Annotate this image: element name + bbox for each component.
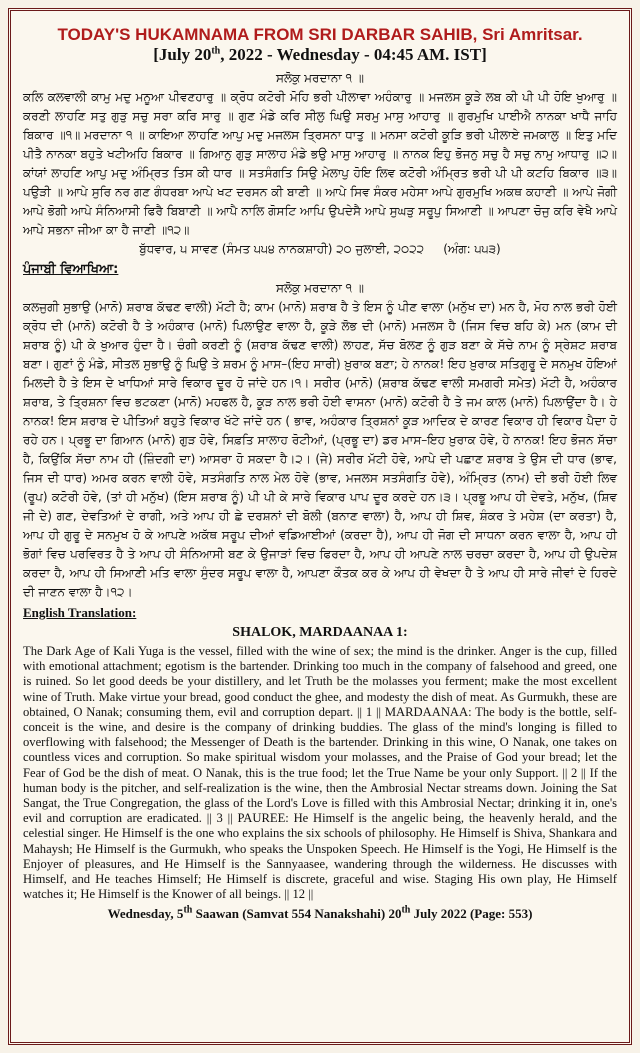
punjabi-text: ਕਲਜੁਗੀ ਸੁਭਾਉ (ਮਾਨੋ) ਸ਼ਰਾਬ ਕੱਢਣ ਵਾਲੀ) ਮੱਟੀ ਹੈ; ਕਾਮ (ਮਾਨੋ) ਸ਼ਰਾਬ ਹੈ ਤੇ ਇਸ ਨੂੰ ਪੀਣ ਵਾਲਾ (ਮਨੁੱਖ ਦਾ) ਮਨ ਹੈ, ਮੋਹ ਨਾਲ ਭਰੀ ਹੋਈ ਕ੍ਰੋਧ ਦੀ (ਮਾਨੋ) ਕਟੋਰੀ ਹੈ ਤੇ ਅਹੰਕਾਰ (ਮਾਨੋ) ਪਿਲਾਉਣ ਵਾਲਾ ਹੈ, ਕੂੜੇ ਲੋਭ ਦੀ (ਮਾਨੋ) ਮਜਲਸ ਹੈ (ਜਿਸ ਵਿਚ ਬਹਿ ਕੇ) ਮਨ (ਕਾਮ ਦੀ ਸ਼ਰਾਬ ਨੂੰ) ਪੀ ਕੇ ਖੁਆਰ ਹੁੰਦਾ ਹੈ। ਚੰਗੀ ਕਰਣੀ ਨੂੰ (ਸ਼ਰਾਬ ਕੱਢਣ ਵਾਲੀ) ਲਾਹਣ, ਸੱਚ ਬੋਲਣ ਨੂੰ ਗੁੜ ਬਣਾ ਕੇ ਸੱਚੇ ਨਾਮ ਨੂੰ ਸ੍ਰੇਸ਼ਟ ਸ਼ਰਾਬ ਬਣਾ। ਗੁਣਾਂ ਨੂੰ ਮੰਡੇ, ਸੀਤਲ ਸੁਭਾਉ ਨੂੰ ਘਿਉ ਤੇ ਸ਼ਰਮ ਨੂੰ ਮਾਸ–(ਇਹ ਸਾਰੀ) ਖ਼ੁਰਾਕ ਬਣਾ; ਹੇ ਨਾਨਕ! ਇਹ ਖ਼ੁਰਾਕ ਸਤਿਗੁਰੂ ਦੇ ਸਨਮੁਖ ਹੋਇਆਂ ਮਿਲਦੀ ਹੈ ਤੇ ਇਸ ਦੇ ਖਾਧਿਆਂ ਸਾਰੇ ਵਿਕਾਰ ਦੂਰ ਹੋ ਜਾਂਦੇ ਹਨ।੧। ਸਰੀਰ (ਮਾਨੋ) (ਸ਼ਰਾਬ ਕੱਢਣ ਵਾਲੀ ਸਮਗਰੀ ਸਮੇਤ) ਮੱਟੀ ਹੈ, ਅਹੰਕਾਰ ਸ਼ਰਾਬ, ਤੇ ਤ੍ਰਿਸ਼ਨਾ ਵਿਚ ਭਟਕਣਾ (ਮਾਨੋ) ਮਹਫਲ ਹੈ, ਕੂੜ ਨਾਲ ਭਰੀ ਹੋਈ ਵਾਸਨਾ (ਮਾਨੋ) ਕਟੋਰੀ ਹੈ ਤੇ ਜਮ ਕਾਲ (ਮਾਨੋ) ਪਿਲਾਉਂਦਾ ਹੈ। ਹੇ ਨਾਨਕ! ਇਸ ਸ਼ਰਾਬ ਦੇ ਪੀਤਿਆਂ ਬਹੁਤੇ ਵਿਕਾਰ ਖੱਟੇ ਜਾਂਦੇ ਹਨ ( ਭਾਵ, ਅਹੰਕਾਰ ਤ੍ਰਿਸ਼ਨਾਂ ਕੂੜ ਆਦਿਕ ਦੇ ਕਾਰਣ ਵਿਕਾਰ ਹੀ ਵਿਕਾਰ ਪੈਦਾ ਹੋ ਰਹੇ ਹਨ। ਪ੍ਰਭੂ ਦਾ ਗਿਆਨ (ਮਾਨੋ) ਗੁੜ ਹੋਵੇ, ਸਿਫ਼ਤਿ ਸਾਲਾਹ ਰੋਟੀਆਂ, (ਪ੍ਰਭੂ ਦਾ) ਡਰ ਮਾਸ–ਇਹ ਖ਼ੁਰਾਕ ਹੋਵੇ, ਹੇ ਨਾਨਕ! ਇਹ ਭੋਜਨ ਸੱਚਾ ਹੈ, ਕਿਉਂਕਿ ਸੱਚਾ ਨਾਮ ਹੀ (ਜ਼ਿੰਦਗੀ ਦਾ) ਆਸਰਾ ਹੋ ਸਕਦਾ ਹੈ।੨। (ਜੇ) ਸਰੀਰ ਮੱਟੀ ਹੋਵੇ, ਆਪੇ ਦੀ ਪਛਾਣ ਸ਼ਰਾਬ ਤੇ ਉਸ ਦੀ ਧਾਰ (ਭਾਵ, ਜਿਸ ਦੀ ਧਾਰ) ਅਮਰ ਕਰਨ ਵਾਲੀ ਹੋਵੇ, ਸਤਸੰਗਤਿ ਨਾਲ ਮੇਲ ਹੋਵੇ (ਭਾਵ, ਮਜਲਸ ਸਤਸੰਗਤਿ ਹੋਵੇ), ਅੰਮ੍ਰਿਤ (ਨਾਮ) ਦੀ ਭਰੀ ਹੋਈ ਲਿਵ (ਰੂਪ) ਕਟੋਰੀ ਹੋਵੇ, (ਤਾਂ ਹੀ ਮਨੁੱਖ) (ਇਸ ਸ਼ਰਾਬ ਨੂੰ) ਪੀ ਪੀ ਕੇ ਸਾਰੇ ਵਿਕਾਰ ਪਾਪ ਦੂਰ ਕਰਦੇ ਹਨ।੩। ਪ੍ਰਭੂ ਆਪ ਹੀ ਦੇਵਤੇ, ਮਨੁੱਖ, (ਸ਼ਿਵ ਜੀ ਦੇ) ਗਣ, ਦੇਵਤਿਆਂ ਦੇ ਰਾਗੀ, ਅਤੇ ਆਪ ਹੀ ਛੇ ਦਰਸ਼ਨਾਂ ਦੀ ਬੋਲੀ (ਬਨਾਣ ਵਾਲਾ) ਹੈ, ਆਪ ਹੀ ਸ਼ਿਵ, ਸ਼ੰਕਰ ਤੇ ਮਹੇਸ਼ (ਦਾ ਕਰਤਾ) ਹੈ, ਆਪ ਹੀ ਗੁਰੂ ਦੇ ਸਨਮੁਖ ਹੋ ਕੇ ਆਪਣੇ ਅਕੱਥ ਸਰੂਪ ਦੀਆਂ ਵਡਿਆਈਆਂ (ਕਰਦਾ ਹੈ), ਆਪ ਹੀ ਜੋਗ ਦੀ ਸਾਧਨਾ ਕਰਨ ਵਾਲਾ ਹੈ, ਆਪ ਹੀ ਭੋਗਾਂ ਵਿਚ ਪਰਵਿਰਤ ਹੈ ਤੇ ਆਪ ਹੀ ਸੰਨਿਆਸੀ ਬਣ ਕੇ ਉਜਾੜਾਂ ਵਿਚ ਫਿਰਦਾ ਹੈ, ਆਪ ਹੀ ਆਪਣੇ ਨਾਲ ਚਰਚਾ ਕਰਦਾ ਹੈ, ਆਪ ਹੀ ਉਪਦੇਸ਼ ਕਰਦਾ ਹੈ, ਆਪ ਹੀ ਸਿਆਣੀ ਮਤਿ ਵਾਲਾ ਸੁੰਦਰ ਸਰੂਪ ਵਾਲਾ ਹੈ, ਆਪਣਾ ਕੌਤਕ ਕਰ ਕੇ ਆਪ ਹੀ ਵੇਖਦਾ ਹੈ ਤੇ ਆਪ ਹੀ ਸਾਰੇ ਜੀਵਾਂ ਦੇ ਹਿਰਦੇ ਦੀ ਜਾਣਨ ਵਾਲਾ ਹੈ।੧੨। xyxy=(23,300,617,599)
english-text: The Dark Age of Kali Yuga is the vessel, filled with the wine of sex; the mind is the drinker. Anger is the cup, filled with emotional attachment; egotism is the bartender. Drinking too much in the company of falsehood and greed, one is ruined. So let good deeds be your distillery, and let Truth be the molasses you ferment; make the most excellent wine of Truth. Make virtue your bread, good conduct the ghee, and modesty the dish of meat. As Gurmukh, these are obtained, O Nanak; consuming them, evil and corruption depart. || 1 || MARDAANAA: The body is the bottle, self-conceit is the wine, and desire is the company of drinking buddies. The glass of the mind's longing is filled to overflowing with falsehood; the Messenger of Death is the bartender. Drinking in this wine, O Nanak, one takes on countless vices and corruption. So make spiritual wisdom your molasses, and the Praise of God your bread; let the Fear of God be the dish of meat. O Nanak, this is the true food; let the True Name be your only Support. || 2 || If the human body is the pitcher, and self-realization is the wine, then the Ambrosial Nectar streams down. Joining the Sat Sangat, the True Congregation, the glass of the Lord's Love is filled with this Ambrosial Nectar; drinking it in, one's evil and corruption are eradicated. || 3 || PAUREE: He Himself is the angelic being, the heavenly herald, and the celestial singer. He Himself is the one who explains the six schools of philosophy. He Himself is Shiva, Shankara and Mahaysh; He Himself is the Gurmukh, who speaks the Unspoken Speech. He Himself is the Yogi, He Himself is the Enjoyer of pleasures, and He Himself is the Sannyaasee, wandering through the wilderness. He discusses with Himself, and He teaches Himself; He Himself is discrete, graceful and wise. Staging His own play, He Himself watches it; He Himself is the Knower of all beings. || 12 || xyxy=(23,644,617,902)
gurbani-date-line xyxy=(23,240,617,259)
english-section-label: English Translation: xyxy=(23,605,137,620)
ang-number: (ਅੰਗ: ੫੫੩) xyxy=(443,242,501,256)
footer-sup1: th xyxy=(183,905,193,917)
gurbani-text: ਕਲਿ ਕਲਵਾਲੀ ਕਾਮੁ ਮਦੁ ਮਨੂਆ ਪੀਵਣਹਾਰੁ ॥ ਕ੍ਰੋਧ ਕਟੋਰੀ ਮੋਹਿ ਭਰੀ ਪੀਲਾਵਾ ਅਹੰਕਾਰੁ ॥ ਮਜਲਸ ਕੂੜੇ ਲਬ ਕੀ ਪੀ ਪੀ ਹੋਇ ਖੁਆਰੁ ॥ ਕਰਣੀ ਲਾਹਣਿ ਸਤੁ ਗੁੜੁ ਸਚੁ ਸਰਾ ਕਰਿ ਸਾਰੁ ॥ ਗੁਣ ਮੰਡੇ ਕਰਿ ਸੀਲੁ ਘਿਉ ਸਰਮੁ ਮਾਸੁ ਆਹਾਰੁ ॥ ਗੁਰਮੁਖਿ ਪਾਈਐ ਨਾਨਕਾ ਖਾਧੈ ਜਾਹਿ ਬਿਕਾਰ ॥੧॥ ਮਰਦਾਨਾ ੧ ॥ ਕਾਇਆ ਲਾਹਣਿ ਆਪੁ ਮਦੁ ਮਜਲਸ ਤ੍ਰਿਸਨਾ ਧਾਤੁ ॥ ਮਨਸਾ ਕਟੋਰੀ ਕੂੜਿ ਭਰੀ ਪੀਲਾਏ ਜਮਕਾਲੁ ॥ ਇਤੁ ਮਦਿ ਪੀਤੈ ਨਾਨਕਾ ਬਹੁਤੇ ਖਟੀਅਹਿ ਬਿਕਾਰ ॥ ਗਿਆਨੁ ਗੁੜੁ ਸਾਲਾਹ ਮੰਡੇ ਭਉ ਮਾਸੁ ਆਹਾਰੁ ॥ ਨਾਨਕ ਇਹੁ ਭੋਜਨੁ ਸਚੁ ਹੈ ਸਚੁ ਨਾਮੁ ਆਧਾਰੁ ॥੨॥ ਕਾਂਯਾਂ ਲਾਹਣਿ ਆਪੁ ਮਦੁ ਅੰਮ੍ਰਿਤ ਤਿਸ ਕੀ ਧਾਰ ॥ ਸਤਸੰਗਤਿ ਸਿਉ ਮੇਲਾਪੁ ਹੋਇ ਲਿਵ ਕਟੋਰੀ ਅੰਮ੍ਰਿਤ ਭਰੀ ਪੀ ਪੀ ਕਟਹਿ ਬਿਕਾਰ ॥੩॥ ਪਉੜੀ ॥ ਆਪੇ ਸੁਰਿ ਨਰ ਗਣ ਗੰਧਰਬਾ ਆਪੇ ਖਟ ਦਰਸਨ ਕੀ ਬਾਣੀ ॥ ਆਪੇ ਸਿਵ ਸੰਕਰ ਮਹੇਸਾ ਆਪੇ ਗੁਰਮੁਖਿ ਅਕਥ ਕਹਾਣੀ ॥ ਆਪੇ ਜੋਗੀ ਆਪੇ ਭੋਗੀ ਆਪੇ ਸੰਨਿਆਸੀ ਫਿਰੈ ਬਿਬਾਣੀ ॥ ਆਪੈ ਨਾਲਿ ਗੋਸਟਿ ਆਪਿ ਉਪਦੇਸੈ ਆਪੇ ਸੁਘੜੁ ਸਰੂਪੁ ਸਿਆਣੀ ॥ ਆਪਣਾ ਚੋਜੁ ਕਰਿ ਵੇਖੈ ਆਪੇ ਆਪੇ ਸਭਨਾ ਜੀਆ ਕਾ ਹੈ ਜਾਣੀ ॥੧੨॥ xyxy=(23,90,617,237)
punjabi-section-label: ਪੰਜਾਬੀ ਵਿਆਖਿਆ: xyxy=(23,262,119,277)
hukamnama-page xyxy=(8,8,632,1045)
date-suffix: , 2022 - Wednesday - 04:45 AM. IST] xyxy=(220,45,487,64)
gurbani-heading: ਸਲੋਕੁ ਮਰਦਾਨਾ ੧ ॥ xyxy=(276,71,364,85)
footer-part3: July 2022 (Page: 553) xyxy=(410,906,533,922)
footer-part2: Saawan (Samvat 554 Nanakshahi) 20 xyxy=(192,906,402,922)
footer-date xyxy=(23,905,617,923)
date-suffix-sup: th xyxy=(211,45,221,57)
date-prefix: [July 20 xyxy=(153,45,212,64)
punjabi-heading: ਸਲੋਕੁ ਮਰਦਾਨਾ ੧ ॥ xyxy=(276,281,364,295)
footer-part1: Wednesday, 5 xyxy=(107,906,184,922)
english-heading: SHALOK, MARDAANAA 1: xyxy=(232,625,408,640)
footer-sup2: th xyxy=(401,905,411,917)
page-title: TODAY'S HUKAMNAMA FROM SRI DARBAR SAHIB, Sri Amritsar. xyxy=(57,25,583,44)
header-date xyxy=(23,45,617,65)
nanakshahi-date: ਬੁੱਧਵਾਰ, ੫ ਸਾਵਣ (ਸੰਮਤ ੫੫੪ ਨਾਨਕਸ਼ਾਹੀ) ੨੦ ਜੁਲਾਈ, ੨੦੨੨ xyxy=(139,242,425,256)
